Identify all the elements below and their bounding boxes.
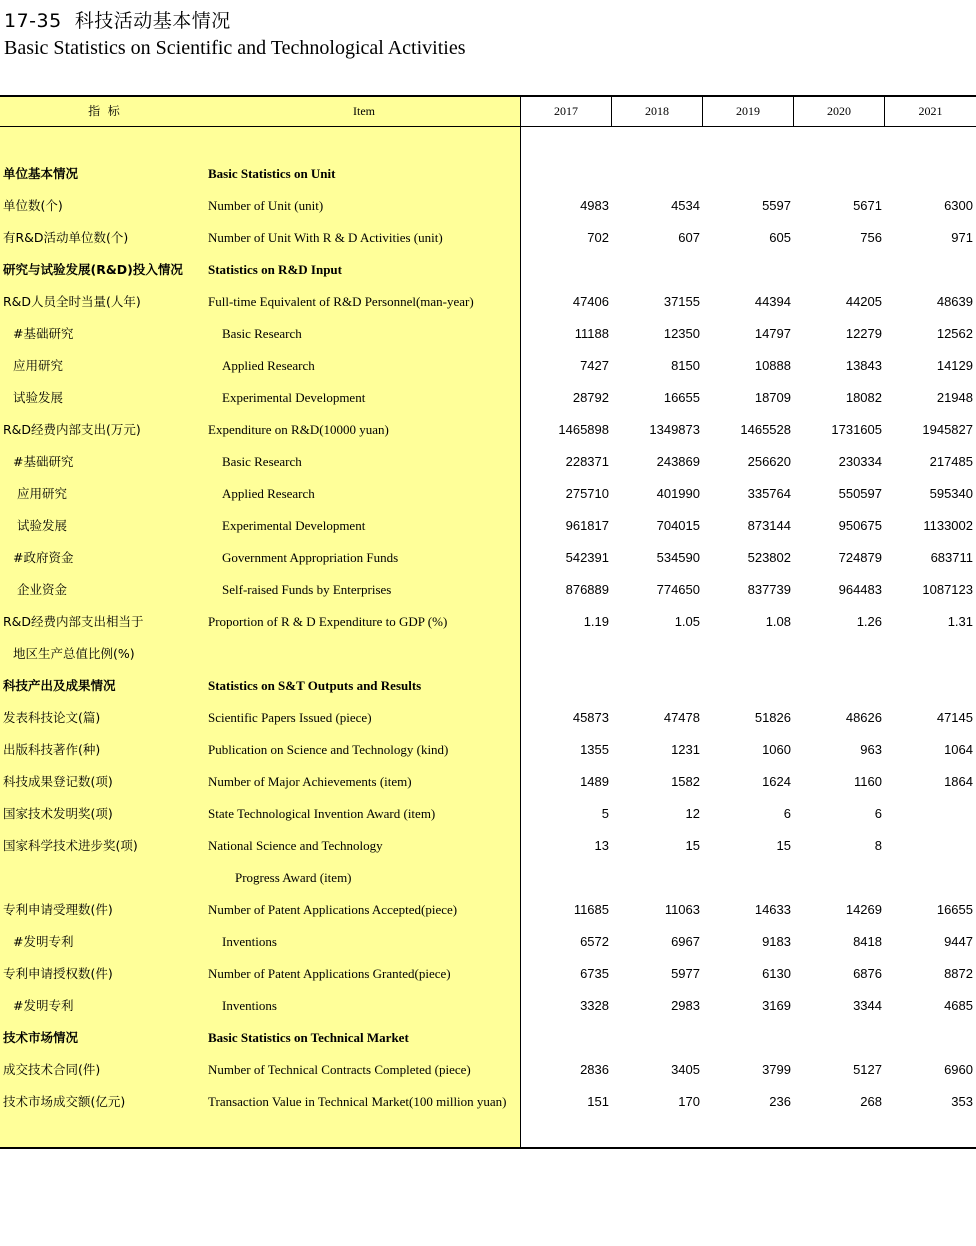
row-label-english: Number of Patent Applications Accepted(piece) bbox=[208, 902, 458, 917]
value-cell: 595340 bbox=[929, 486, 973, 501]
row-label-chinese: R&D人员全时当量(人年) bbox=[3, 294, 141, 309]
table-row bbox=[0, 318, 976, 350]
value-cell: 774650 bbox=[656, 582, 700, 597]
row-label-english: Number of Unit With R & D Activities (unit) bbox=[208, 230, 443, 245]
value-cell: 3405 bbox=[671, 1062, 700, 1077]
table-row bbox=[0, 958, 976, 990]
row-label-english: Number of Unit (unit) bbox=[208, 198, 324, 213]
value-cell: 756 bbox=[860, 230, 882, 245]
value-cell: 8 bbox=[874, 838, 882, 853]
row-label-chinese: 单位基本情况 bbox=[3, 166, 79, 181]
value-cell: 6876 bbox=[853, 966, 882, 981]
table-row bbox=[0, 350, 976, 382]
row-label-english: Experimental Development bbox=[222, 390, 366, 405]
row-label-english: State Technological Invention Award (item) bbox=[208, 806, 436, 821]
value-cell: 10888 bbox=[754, 358, 791, 373]
row-label-chinese: 试验发展 bbox=[13, 390, 64, 405]
value-cell: 6960 bbox=[944, 1062, 973, 1077]
table-row bbox=[0, 158, 976, 190]
value-cell: 971 bbox=[951, 230, 973, 245]
value-cell: 48626 bbox=[845, 710, 882, 725]
row-label-chinese: 企业资金 bbox=[17, 582, 68, 597]
value-cell: 964483 bbox=[838, 582, 882, 597]
value-cell: 13843 bbox=[845, 358, 882, 373]
row-label-english: Basic Research bbox=[222, 326, 302, 341]
value-cell: 1582 bbox=[671, 774, 700, 789]
value-cell: 18082 bbox=[845, 390, 882, 405]
header-year-2017: 2017 bbox=[554, 104, 578, 118]
value-cell: 2983 bbox=[671, 998, 700, 1013]
value-cell: 47406 bbox=[572, 294, 609, 309]
row-label-chinese: 专利申请授权数(件) bbox=[3, 966, 113, 981]
row-label-chinese: 发表科技论文(篇) bbox=[3, 710, 101, 725]
row-label-english: Expenditure on R&D(10000 yuan) bbox=[208, 422, 389, 437]
value-cell: 6300 bbox=[944, 198, 973, 213]
row-label-chinese: #基础研究 bbox=[13, 326, 74, 341]
row-label-english: Statistics on R&D Input bbox=[208, 262, 342, 277]
row-label-chinese: #基础研究 bbox=[13, 454, 74, 469]
table-row bbox=[0, 638, 976, 670]
value-cell: 1.08 bbox=[765, 614, 791, 629]
row-label-chinese: 技术市场情况 bbox=[3, 1030, 79, 1045]
row-label-chinese: 应用研究 bbox=[17, 486, 68, 501]
value-cell: 523802 bbox=[747, 550, 791, 565]
row-label-chinese: 专利申请受理数(件) bbox=[3, 902, 113, 917]
value-cell: 1945827 bbox=[922, 422, 973, 437]
value-cell: 6 bbox=[783, 806, 791, 821]
value-cell: 1465898 bbox=[558, 422, 609, 437]
row-label-english: Number of Patent Applications Granted(piece) bbox=[208, 966, 451, 981]
value-cell: 1133002 bbox=[923, 518, 973, 533]
table-row bbox=[0, 510, 976, 542]
value-cell: 14633 bbox=[754, 902, 791, 917]
value-cell: 45873 bbox=[572, 710, 609, 725]
table-row bbox=[0, 542, 976, 574]
value-cell: 873144 bbox=[747, 518, 791, 533]
value-cell: 268 bbox=[860, 1094, 882, 1109]
value-cell: 3799 bbox=[762, 1062, 791, 1077]
value-cell: 5977 bbox=[671, 966, 700, 981]
table-row bbox=[0, 478, 976, 510]
value-cell: 14797 bbox=[754, 326, 791, 341]
value-cell: 14269 bbox=[845, 902, 882, 917]
value-cell: 44205 bbox=[845, 294, 882, 309]
value-cell: 6967 bbox=[671, 934, 700, 949]
value-cell: 1231 bbox=[671, 742, 700, 757]
value-cell: 1349873 bbox=[649, 422, 700, 437]
value-cell: 11188 bbox=[574, 326, 609, 341]
page-title-chinese: 17-35 科技活动基本情况 bbox=[4, 10, 231, 32]
table-row bbox=[0, 286, 976, 318]
row-label-chinese: 国家技术发明奖(项) bbox=[3, 806, 113, 821]
table-row bbox=[0, 894, 976, 926]
table-row bbox=[0, 382, 976, 414]
value-cell: 230334 bbox=[838, 454, 882, 469]
table-row bbox=[0, 702, 976, 734]
value-cell: 47145 bbox=[936, 710, 973, 725]
value-cell: 1624 bbox=[762, 774, 791, 789]
value-cell: 8872 bbox=[944, 966, 973, 981]
value-cell: 1060 bbox=[762, 742, 791, 757]
value-cell: 542391 bbox=[565, 550, 609, 565]
value-cell: 3344 bbox=[853, 998, 882, 1013]
table-row bbox=[0, 1086, 976, 1118]
table-row bbox=[0, 766, 976, 798]
value-cell: 961817 bbox=[565, 518, 609, 533]
table-row bbox=[0, 1022, 976, 1054]
value-cell: 28792 bbox=[572, 390, 609, 405]
value-cell: 16655 bbox=[936, 902, 973, 917]
row-label-chinese: #政府资金 bbox=[13, 550, 74, 565]
row-label-chinese: 单位数(个) bbox=[3, 198, 63, 213]
row-label-english: Basic Statistics on Unit bbox=[208, 166, 336, 181]
value-cell: 702 bbox=[587, 230, 609, 245]
value-cell: 8418 bbox=[853, 934, 882, 949]
table-row bbox=[0, 606, 976, 638]
table-row bbox=[0, 734, 976, 766]
row-label-english: Applied Research bbox=[222, 358, 315, 373]
value-cell: 5127 bbox=[853, 1062, 882, 1077]
row-label-chinese: 科技产出及成果情况 bbox=[3, 678, 116, 693]
value-cell: 683711 bbox=[930, 550, 973, 565]
table-row bbox=[0, 926, 976, 958]
row-label-chinese: 地区生产总值比例(%) bbox=[13, 646, 135, 661]
value-cell: 963 bbox=[860, 742, 882, 757]
table-row bbox=[0, 798, 976, 830]
row-label-english: Inventions bbox=[222, 934, 277, 949]
value-cell: 170 bbox=[678, 1094, 700, 1109]
value-cell: 6572 bbox=[580, 934, 609, 949]
header-indicator: 指 标 bbox=[88, 104, 120, 118]
value-cell: 21948 bbox=[936, 390, 973, 405]
table-row bbox=[0, 574, 976, 606]
value-cell: 1.26 bbox=[856, 614, 882, 629]
value-cell: 550597 bbox=[838, 486, 882, 501]
value-cell: 12279 bbox=[845, 326, 882, 341]
table-bottom-rule bbox=[0, 1147, 976, 1149]
value-cell: 607 bbox=[678, 230, 700, 245]
row-label-chinese: 试验发展 bbox=[17, 518, 68, 533]
value-cell: 11063 bbox=[664, 902, 700, 917]
value-cell: 256620 bbox=[747, 454, 791, 469]
value-cell: 236 bbox=[769, 1094, 791, 1109]
value-cell: 1087123 bbox=[922, 582, 973, 597]
value-cell: 1864 bbox=[944, 774, 973, 789]
value-cell: 876889 bbox=[565, 582, 609, 597]
row-label-english: Number of Technical Contracts Completed (piece) bbox=[208, 1062, 471, 1077]
value-cell bbox=[887, 798, 973, 830]
value-cell: 12562 bbox=[936, 326, 973, 341]
value-cell: 353 bbox=[951, 1094, 973, 1109]
value-cell: 18709 bbox=[754, 390, 791, 405]
row-label-english: Progress Award (item) bbox=[235, 870, 352, 885]
value-cell: 3169 bbox=[762, 998, 791, 1013]
row-label-english: Publication on Science and Technology (kind) bbox=[208, 742, 449, 757]
row-label-english: Basic Research bbox=[222, 454, 302, 469]
row-label-chinese: 成交技术合同(件) bbox=[3, 1062, 101, 1077]
value-cell: 1355 bbox=[580, 742, 609, 757]
page-title-english: Basic Statistics on Scientific and Technological Activities bbox=[4, 37, 466, 59]
value-cell: 6 bbox=[874, 806, 882, 821]
value-cell: 6735 bbox=[580, 966, 609, 981]
table-row bbox=[0, 446, 976, 478]
row-label-english: National Science and Technology bbox=[208, 838, 383, 853]
value-cell: 12 bbox=[685, 806, 700, 821]
value-cell: 1.19 bbox=[583, 614, 609, 629]
header-year-2018: 2018 bbox=[645, 104, 669, 118]
row-label-english: Applied Research bbox=[222, 486, 315, 501]
value-cell: 950675 bbox=[838, 518, 882, 533]
value-cell: 5671 bbox=[853, 198, 882, 213]
value-cell: 2836 bbox=[580, 1062, 609, 1077]
row-label-english: Transaction Value in Technical Market(100 million yuan) bbox=[208, 1094, 507, 1109]
value-cell: 5 bbox=[601, 806, 609, 821]
value-cell: 48639 bbox=[936, 294, 973, 309]
row-label-chinese: R&D经费内部支出相当于 bbox=[3, 614, 144, 629]
row-label-english: Number of Major Achievements (item) bbox=[208, 774, 412, 789]
value-cell: 4983 bbox=[580, 198, 609, 213]
value-cell: 704015 bbox=[656, 518, 700, 533]
value-cell: 724879 bbox=[838, 550, 882, 565]
value-cell: 1.31 bbox=[947, 614, 973, 629]
row-label-english: Inventions bbox=[222, 998, 277, 1013]
table-row bbox=[0, 990, 976, 1022]
value-cell: 44394 bbox=[754, 294, 791, 309]
table-row bbox=[0, 222, 976, 254]
value-cell: 47478 bbox=[663, 710, 700, 725]
value-cell: 13 bbox=[594, 838, 609, 853]
row-label-english: Statistics on S&T Outputs and Results bbox=[208, 678, 422, 693]
header-item: Item bbox=[353, 104, 375, 118]
header-bottom-rule bbox=[0, 126, 976, 127]
value-cell: 14129 bbox=[936, 358, 973, 373]
table-row bbox=[0, 1054, 976, 1086]
value-cell: 16655 bbox=[663, 390, 700, 405]
row-label-english: Full-time Equivalent of R&D Personnel(man-year) bbox=[208, 294, 474, 309]
table-row bbox=[0, 670, 976, 702]
row-label-chinese: R&D经费内部支出(万元) bbox=[3, 422, 141, 437]
value-cell: 3328 bbox=[580, 998, 609, 1013]
table-row bbox=[0, 830, 976, 862]
header-year-2020: 2020 bbox=[827, 104, 851, 118]
table-body bbox=[0, 158, 976, 1118]
row-label-english: Government Appropriation Funds bbox=[222, 550, 399, 565]
table-row bbox=[0, 254, 976, 286]
row-label-chinese: #发明专利 bbox=[13, 998, 74, 1013]
value-cell: 534590 bbox=[656, 550, 700, 565]
value-cell: 837739 bbox=[747, 582, 791, 597]
row-label-chinese: 国家科学技术进步奖(项) bbox=[3, 838, 138, 853]
value-cell: 37155 bbox=[663, 294, 700, 309]
value-cell: 15 bbox=[776, 838, 791, 853]
value-cell: 335764 bbox=[747, 486, 791, 501]
value-cell: 9183 bbox=[762, 934, 791, 949]
row-label-chinese: 有R&D活动单位数(个) bbox=[3, 230, 129, 245]
table-row bbox=[0, 190, 976, 222]
row-label-english: Self-raised Funds by Enterprises bbox=[222, 582, 392, 597]
value-cell: 1489 bbox=[580, 774, 609, 789]
row-label-english: Proportion of R & D Expenditure to GDP (%) bbox=[208, 614, 448, 629]
value-cell bbox=[887, 830, 973, 862]
value-cell: 12350 bbox=[663, 326, 700, 341]
row-label-chinese: #发明专利 bbox=[13, 934, 74, 949]
table-row bbox=[0, 414, 976, 446]
value-cell: 7427 bbox=[580, 358, 609, 373]
header-year-2019: 2019 bbox=[736, 104, 760, 118]
value-cell: 6130 bbox=[762, 966, 791, 981]
value-cell: 243869 bbox=[656, 454, 700, 469]
table-row bbox=[0, 862, 976, 894]
value-cell: 1064 bbox=[944, 742, 973, 757]
value-cell: 8150 bbox=[671, 358, 700, 373]
value-cell: 51826 bbox=[754, 710, 791, 725]
row-label-chinese: 应用研究 bbox=[13, 358, 64, 373]
value-cell: 1465528 bbox=[740, 422, 791, 437]
value-cell: 9447 bbox=[944, 934, 973, 949]
row-label-chinese: 研究与试验发展(R&D)投入情况 bbox=[3, 262, 183, 277]
value-cell: 151 bbox=[587, 1094, 609, 1109]
value-cell: 4534 bbox=[671, 198, 700, 213]
value-cell: 1.05 bbox=[674, 614, 700, 629]
value-cell: 5597 bbox=[762, 198, 791, 213]
value-cell: 275710 bbox=[565, 486, 609, 501]
value-cell: 1731605 bbox=[831, 422, 882, 437]
value-cell: 4685 bbox=[944, 998, 973, 1013]
row-label-english: Scientific Papers Issued (piece) bbox=[208, 710, 372, 725]
header-year-2021: 2021 bbox=[918, 104, 943, 118]
row-label-chinese: 技术市场成交额(亿元) bbox=[3, 1094, 126, 1109]
value-cell: 11685 bbox=[573, 902, 609, 917]
row-label-english: Experimental Development bbox=[222, 518, 366, 533]
value-cell: 605 bbox=[769, 230, 791, 245]
row-label-chinese: 科技成果登记数(项) bbox=[3, 774, 113, 789]
row-label-english: Basic Statistics on Technical Market bbox=[208, 1030, 409, 1045]
row-label-chinese: 出版科技著作(种) bbox=[3, 742, 101, 757]
value-cell: 228371 bbox=[565, 454, 609, 469]
value-cell: 15 bbox=[685, 838, 700, 853]
value-cell: 401990 bbox=[656, 486, 700, 501]
value-cell: 217485 bbox=[929, 454, 973, 469]
value-cell: 1160 bbox=[854, 774, 882, 789]
